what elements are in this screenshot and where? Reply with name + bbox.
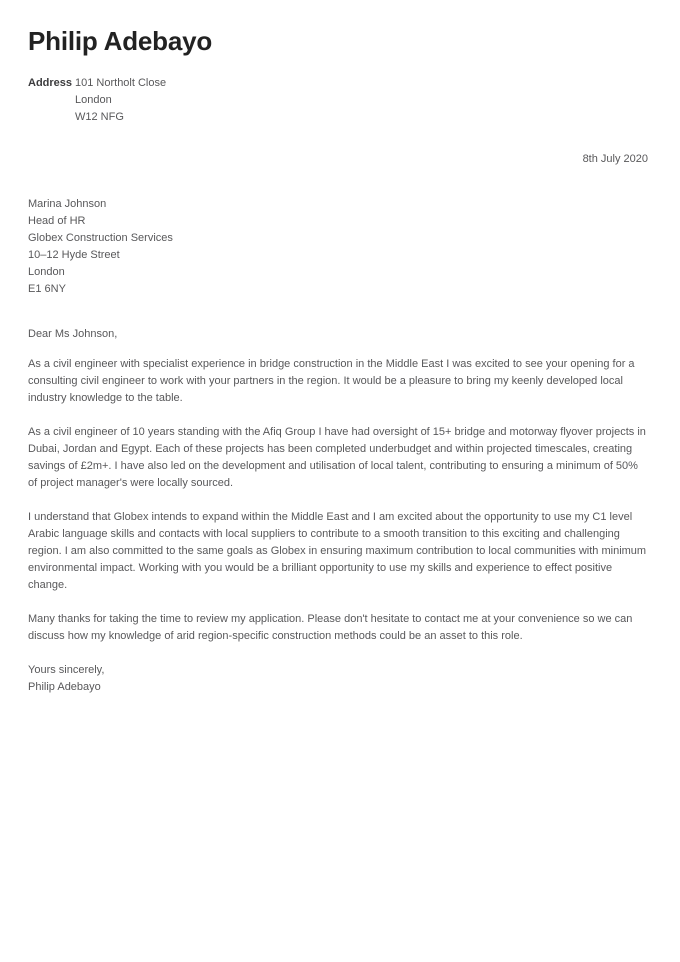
body-paragraph: I understand that Globex intends to expand within the Middle East and I am excited about the opportunity to use my C1 level Arabic language skills and contacts with local suppliers to contribute to a smooth transition to this exciting and challenging region. I am also committed to the same goals as Globex in ensuring maximum contribution to local communities with minimum environmental impact. Working with you would be a brilliant opportunity to use my skills and experience to effect positive change. (28, 511, 647, 591)
page-title: Philip Adebayo (28, 26, 213, 56)
body-paragraph: As a civil engineer of 10 years standing with the Afiq Group I have had oversight of 15+ bridge and motorway flyover projects in Dubai, Jordan and Egypt. Each of these projects has been completed underbudget and within projected timescales, creating savings of £2m+. I have also led on the development and utilisation of local talent, contributing to ensuring a minimum of 50% of project manager's were locally sourced. (28, 426, 646, 489)
signoff-name: Philip Adebayo (28, 681, 101, 693)
letter-body (28, 356, 648, 645)
signoff-closing: Yours sincerely, (28, 664, 105, 676)
recipient-line: Head of HR (28, 215, 86, 227)
recipient-line: 10–12 Hyde Street (28, 249, 120, 261)
recipient-line: London (28, 266, 65, 278)
sender-address-line: W12 NFG (75, 111, 124, 123)
sender-address-label: Address (28, 77, 73, 89)
sender-address-row (28, 75, 648, 126)
body-paragraph: As a civil engineer with specialist experience in bridge construction in the Middle East I was excited to see your opening for a consulting civil engineer to work with your partners in the region. It would be a pleasure to bring my keenly developed local industry knowledge to the table. (28, 358, 635, 404)
body-paragraph: Many thanks for taking the time to review my application. Please don't hesitate to contact me at your convenience so we can discuss how my knowledge of arid region-specific construction methods could be an asset to this role. (28, 613, 633, 642)
sender-address-line: 101 Northolt Close (75, 77, 167, 89)
sender-address-values (75, 75, 166, 126)
sender-address-block (28, 75, 648, 126)
recipient-line: E1 6NY (28, 283, 66, 295)
recipient-line: Globex Construction Services (28, 232, 173, 244)
letter-date: 8th July 2020 (582, 153, 648, 165)
recipient-line: Marina Johnson (28, 198, 107, 210)
salutation: Dear Ms Johnson, (28, 328, 118, 340)
sender-address-line: London (75, 94, 112, 106)
letterhead (28, 0, 648, 126)
recipient-address-block (28, 196, 648, 298)
signoff-block (28, 662, 648, 696)
